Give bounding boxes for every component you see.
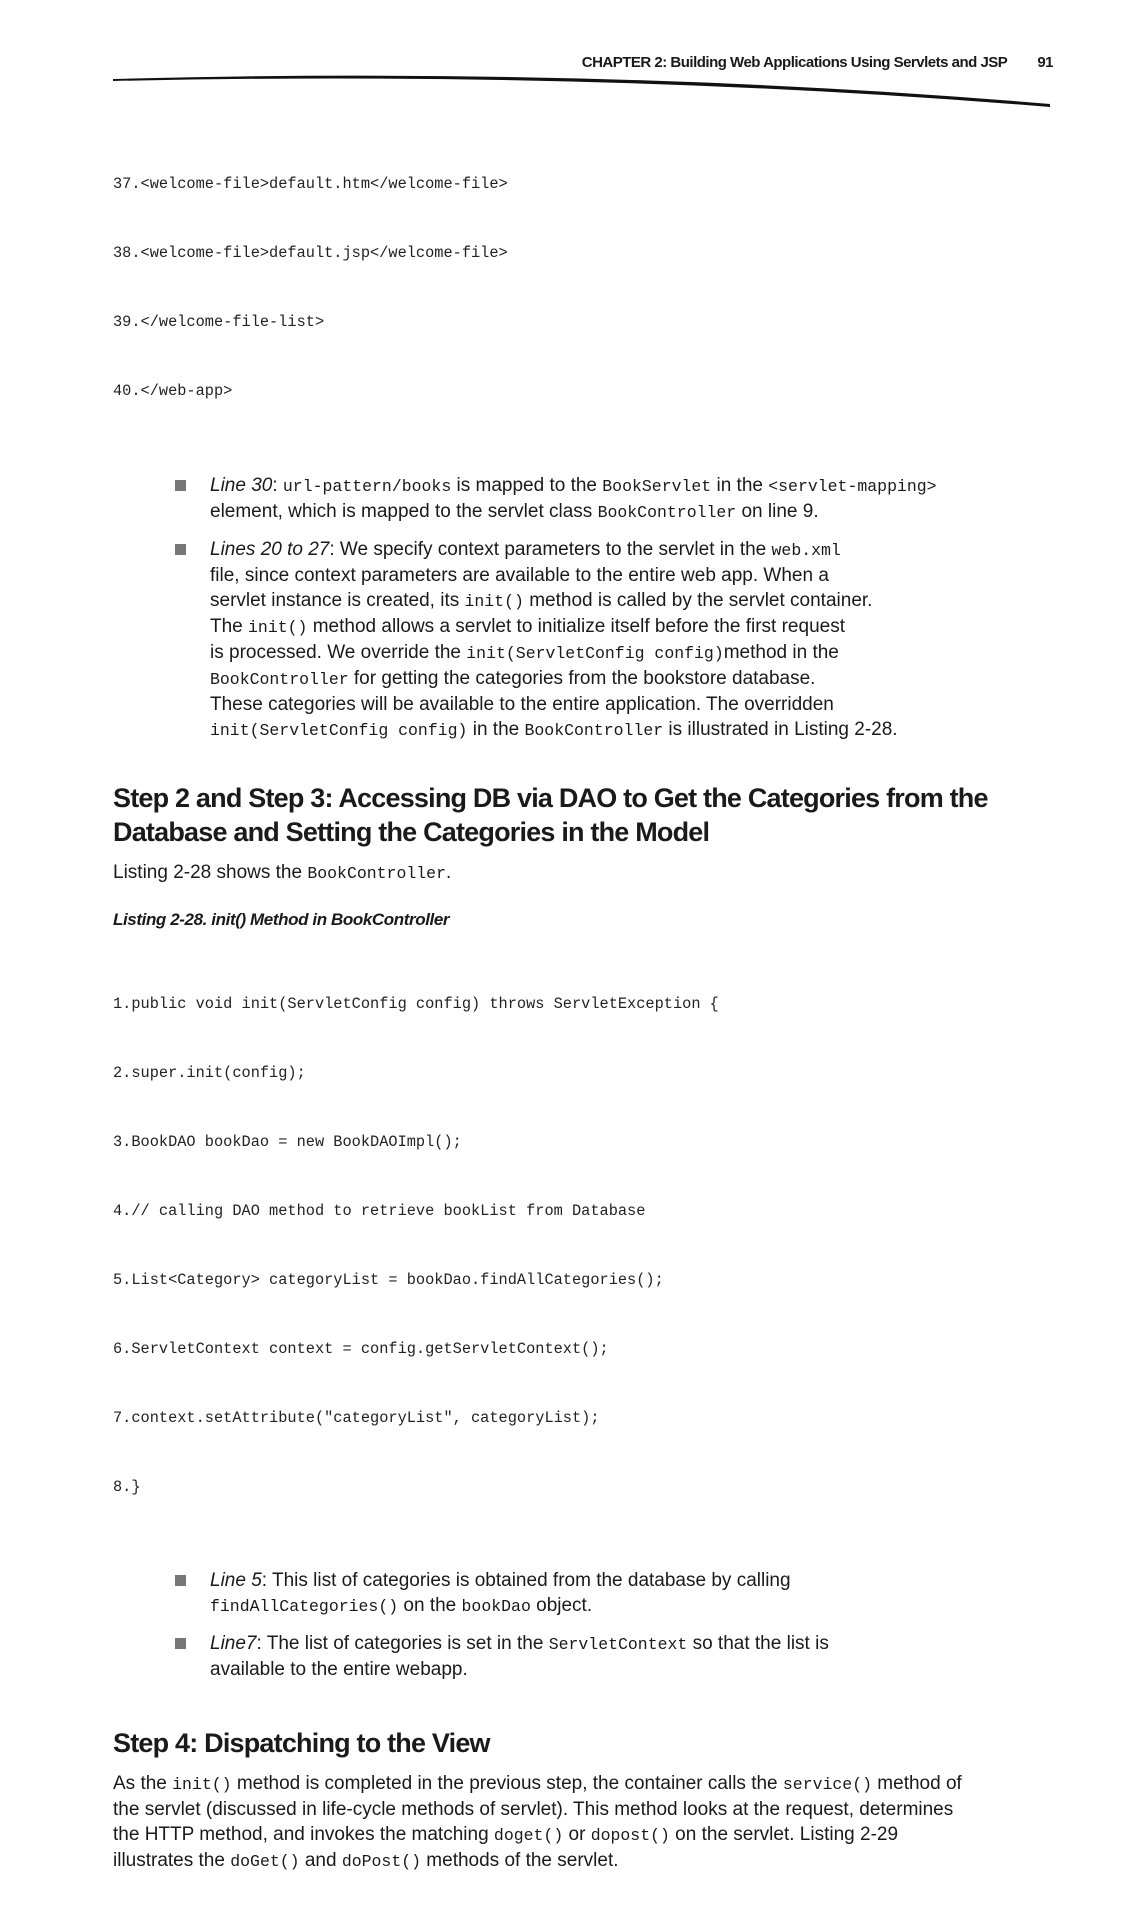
text-segment: :: [272, 475, 283, 496]
bullet-text: [210, 473, 937, 525]
code-listing: [113, 947, 1053, 1545]
text-segment: so that the list is: [687, 1633, 829, 1654]
inline-code: web.xml: [771, 541, 841, 560]
inline-code: init(): [464, 592, 524, 611]
code-line: 8.}: [113, 1478, 141, 1496]
bullet-square-icon: [175, 480, 186, 491]
bullet-text: [210, 1568, 791, 1619]
inline-code: doGet(): [230, 1852, 300, 1871]
text-segment: method of: [872, 1773, 962, 1794]
bullet-square-icon: [175, 544, 186, 555]
inline-code: BookController: [524, 721, 664, 740]
text-segment: method allows a servlet to initialize itself before the first request: [307, 616, 845, 637]
bullet-item: [175, 473, 1053, 525]
code-line: 37.<welcome-file>default.htm</welcome-file>: [113, 175, 508, 193]
inline-code: bookDao: [461, 1597, 531, 1616]
body-paragraph: [113, 1771, 1053, 1874]
text-segment: element, which is mapped to the servlet class: [210, 501, 598, 522]
section-heading: [113, 781, 1053, 849]
text-segment: method is called by the servlet container.: [523, 590, 873, 611]
text-segment: The: [210, 616, 249, 637]
text-segment: on line 9.: [736, 501, 819, 522]
text-segment: file, since context parameters are available to the entire web app. When a: [210, 565, 829, 586]
code-line: 3.BookDAO bookDao = new BookDAOImpl();: [113, 1133, 462, 1151]
inline-code: <servlet-mapping>: [768, 477, 937, 496]
page-number: 91: [1037, 53, 1053, 71]
code-block-web-xml: [113, 127, 1053, 449]
text-segment: object.: [530, 1595, 593, 1616]
header-row: [113, 52, 1053, 72]
inline-code: init(ServletConfig config): [466, 644, 724, 663]
text-segment: on the: [398, 1595, 462, 1616]
text-segment: in the: [467, 719, 525, 740]
code-line: 5.List<Category> categoryList = bookDao.findAllCategories();: [113, 1271, 664, 1289]
emphasis-text: Lines 20 to 27: [210, 539, 330, 560]
inline-code: BookServlet: [602, 477, 712, 496]
inline-code: doget(): [493, 1826, 564, 1845]
text-segment: available to the entire webapp.: [210, 1659, 468, 1680]
text-segment: : The list of categories is set in the: [256, 1633, 549, 1654]
text-segment: or: [563, 1824, 591, 1845]
heading-line: Step 2 and Step 3: Accessing DB via DAO to Get the Categories from the: [113, 783, 988, 813]
bullet-item: [175, 537, 1053, 743]
text-segment: in the: [711, 475, 769, 496]
code-line: 4.// calling DAO method to retrieve bookList from Database: [113, 1202, 646, 1220]
code-line: 6.ServletContext context = config.getServletContext();: [113, 1340, 609, 1358]
text-segment: servlet instance is created, its: [210, 590, 465, 611]
text-segment: the servlet (discussed in life-cycle methods of servlet). This method looks at the request, determines: [113, 1799, 954, 1820]
text-segment: methods of the servlet.: [421, 1850, 619, 1871]
code-line: 40.</web-app>: [113, 382, 233, 400]
code-line: 7.context.setAttribute("categoryList", categoryList);: [113, 1409, 600, 1427]
inline-code: ServletContext: [548, 1635, 688, 1654]
text-segment: method is completed in the previous step, the container calls the: [231, 1773, 783, 1794]
inline-code: BookController: [210, 670, 349, 689]
text-segment: is processed. We override the: [210, 642, 467, 663]
text-segment: for getting the categories from the bookstore database.: [348, 668, 816, 689]
text-segment: These categories will be available to the entire application. The overridden: [210, 694, 834, 715]
text-segment: illustrates the: [113, 1850, 231, 1871]
text-segment: and: [299, 1850, 342, 1871]
inline-code: url-pattern/books: [282, 477, 452, 496]
text-segment: is mapped to the: [451, 475, 603, 496]
code-line: 1.public void init(ServletConfig config) throws ServletException {: [113, 995, 719, 1013]
text-segment: the HTTP method, and invokes the matching: [113, 1824, 494, 1845]
heading-line: Database and Setting the Categories in the Model: [113, 817, 710, 847]
inline-code: init(): [248, 618, 308, 637]
header-rule: [0, 72, 1125, 112]
listing-caption: Listing 2-28. init() Method in BookController: [113, 910, 450, 929]
bullet-item: [175, 1631, 1053, 1682]
section-heading: Step 4: Dispatching to the View: [113, 1728, 490, 1758]
text-segment: method in the: [723, 642, 839, 663]
inline-code: service(): [782, 1775, 873, 1794]
code-line: 38.<welcome-file>default.jsp</welcome-file>: [113, 244, 508, 262]
text-segment: : We specify context parameters to the servlet in the: [329, 539, 772, 560]
inline-code: init(ServletConfig config): [210, 721, 468, 740]
emphasis-text: Line 30: [210, 475, 273, 496]
inline-code: init(): [172, 1775, 232, 1794]
inline-code: BookController: [307, 864, 446, 883]
running-header: CHAPTER 2: Building Web Applications Using Servlets and JSP: [581, 53, 1008, 71]
bullet-text: [210, 537, 898, 743]
inline-code: doPost(): [341, 1852, 422, 1871]
emphasis-text: Line7: [210, 1633, 257, 1654]
code-line: 39.</welcome-file-list>: [113, 313, 325, 331]
text-segment: on the servlet. Listing 2-29: [669, 1824, 899, 1845]
text-segment: Listing 2-28 shows the: [113, 862, 308, 883]
bullet-square-icon: [175, 1575, 186, 1586]
bullet-square-icon: [175, 1638, 186, 1649]
text-segment: .: [445, 862, 452, 883]
emphasis-text: Line 5: [210, 1570, 262, 1591]
inline-code: findAllCategories(): [210, 1597, 399, 1616]
text-segment: is illustrated in Listing 2-28.: [663, 719, 898, 740]
text-segment: : This list of categories is obtained from the database by calling: [261, 1570, 791, 1591]
inline-code: dopost(): [590, 1826, 670, 1845]
bullet-text: [210, 1631, 829, 1682]
bullet-item: [175, 1568, 1053, 1619]
intro-paragraph: [113, 860, 1053, 886]
code-line: 2.super.init(config);: [113, 1064, 306, 1082]
inline-code: BookController: [597, 503, 737, 522]
text-segment: As the: [113, 1773, 173, 1794]
